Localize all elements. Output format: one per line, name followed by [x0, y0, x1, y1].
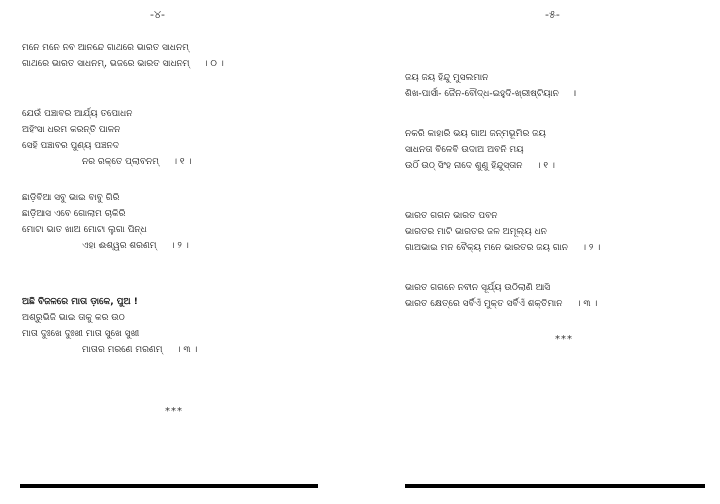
verse-number: । ୨ ।: [581, 243, 601, 253]
verse-number: ।: [572, 89, 577, 99]
verse-text: ଭାରତ କ୍ଷେତ୍ରେ ସର୍ବିଏଁ ମୁକ୍ତ ସର୍ବିଏଁ ଶକ୍ତିମାନ: [405, 299, 563, 309]
verse-text: ଏହା ଈଶ୍ୱର ଶରଣମ୍: [82, 241, 157, 251]
stanza: [22, 106, 191, 170]
verse-line: [22, 206, 189, 222]
verse-line: [405, 86, 576, 102]
verse-line: [405, 280, 597, 296]
verse-number: । ୧ ।: [536, 161, 555, 171]
verse-line: [22, 238, 189, 254]
verse-text: ମାତାର ମରଣେ ମରଣମ୍: [82, 345, 163, 355]
verse-text: ଭାରତ ଗଗନେ ନବୀନ ସୂର୍ଯ୍ୟ ଉଠିଲାଣି ଆସି: [405, 283, 551, 293]
verse-text: ଉଠିଁ ଉଠ୍ ସିଂହ ନାଦେ ଶୁଣୁ ହିନ୍ଦୁସ୍ତାନ: [405, 161, 523, 171]
stanza: [405, 70, 576, 102]
verse-line: [405, 224, 600, 240]
verse-line: [22, 294, 197, 310]
verse-line: [22, 310, 197, 326]
stanza: [22, 190, 189, 254]
verse-line: [405, 142, 555, 158]
verse-text: ଛାଡ଼ିବିଆ ସବୁ ଭାଇ ବାବୁ ଗିରି: [22, 193, 120, 203]
stanza: [22, 40, 224, 72]
verse-text: ଜୟ ଜୟ ହିନ୍ଦୁ ମୁସଲମାନ: [405, 73, 489, 83]
verse-line: [22, 138, 191, 154]
verse-text: ମାତା ଦୁଃଖେ ଦୁଃଖୀ ମାତା ସୁଖେ ସୁଖୀ: [22, 329, 140, 339]
verse-line: [22, 222, 189, 238]
verse-text: ଯେଉଁ ପଞ୍ଚାବର ଆର୍ଯ୍ୟ ତପୋଧନ: [22, 109, 133, 119]
verse-line: [405, 240, 600, 256]
verse-text: ମୋଟା ଭାତ ଖାଅ ମୋଟା ଲୁଗା ପିନ୍ଧ: [22, 225, 147, 235]
verse-text: ନକରି କାହାରି ଭୟ ଗାଅ ଜନ୍ମଭୂମିର ଜୟ: [405, 129, 546, 139]
end-mark: ***: [555, 334, 573, 345]
verse-text: ଛାଡ଼ିଆସ ଏବେ ଗୋଲାମ ଚାକିରି: [22, 209, 126, 219]
verse-line: [405, 208, 600, 224]
stanza: [22, 294, 197, 358]
footer-rule: [20, 484, 318, 488]
verse-text: ନର ରକ୍ତେ ପ୍ଲାବନମ୍: [82, 157, 159, 167]
verse-text: ଗାଥରେ ଭାରତ ସାଧନମ୍, ଭଜରେ ଭାରତ ସାଧନମ୍: [22, 59, 190, 69]
stanza: [405, 126, 555, 174]
verse-line: [22, 190, 189, 206]
verse-number: । ୩ ।: [576, 299, 598, 309]
verse-line: [22, 40, 224, 56]
verse-line: [405, 70, 576, 86]
verse-text: ଗାଅଭାଇ ମନ ବୈକ୍ୟ ମନେ ଭାରତର ଜୟ ଗାନ: [405, 243, 568, 253]
footer-rule: [405, 484, 705, 488]
verse-text: ଶିଖ-ପାର୍ସୀ- ଜୈନ-ବୌଦ୍ଧ-ଇହୁଦି-ଖ୍ରୀଷ୍ଟିୟାନ: [405, 89, 559, 99]
verse-text: ସାଧନତା ବିଳେବି ଉଦାଅ ଅବନି ମୟ: [405, 145, 524, 155]
right-page: [360, 0, 720, 504]
verse-text: ଅଛି ବିଜଳରେ ମାତା ଡ଼ାକେ, ପୁଅ !: [22, 297, 138, 307]
verse-line: [22, 326, 197, 342]
verse-line: [22, 106, 191, 122]
verse-number: । ୦ ।: [203, 59, 224, 69]
verse-number: । ୧ ।: [172, 157, 192, 167]
verse-line: [405, 126, 555, 142]
verse-number: । ୨ ।: [170, 241, 189, 251]
verse-text: ଅହିଂସା ଧରମ କରନ୍ତି ପାଳନ: [22, 125, 121, 135]
verse-line: [405, 158, 555, 174]
verse-number: । ୩ ।: [176, 345, 198, 355]
end-mark: ***: [165, 406, 183, 417]
verse-text: ଅଶ୍ରୁଭିଜି ଭାଇ ତାକୁ କର ଉଠ: [22, 313, 125, 323]
verse-text: ମନେ ମନେ ନବ ଆନନ୍ଦେ ଗାଥରେ ଭାରତ ସାଧନମ୍: [22, 43, 189, 53]
verse-line: [22, 154, 191, 170]
verse-line: [22, 56, 224, 72]
page-number: -୪-: [150, 8, 165, 21]
page-number: -୫-: [545, 8, 560, 21]
verse-line: [22, 342, 197, 358]
verse-text: ସେହି ପଞ୍ଚାବର ପୁଣ୍ୟ ପଞ୍ଚନଦ: [22, 141, 119, 151]
stanza: [405, 280, 597, 312]
verse-text: ଭାରତ ଗଗନ ଭାରତ ପବନ: [405, 211, 498, 221]
verse-line: [22, 122, 191, 138]
stanza: [405, 208, 600, 256]
verse-text: ଭାରତର ମାଟି ଭାରତର ଜଳ ଅମୂଲ୍ୟ ଧନ: [405, 227, 547, 237]
verse-line: [405, 296, 597, 312]
